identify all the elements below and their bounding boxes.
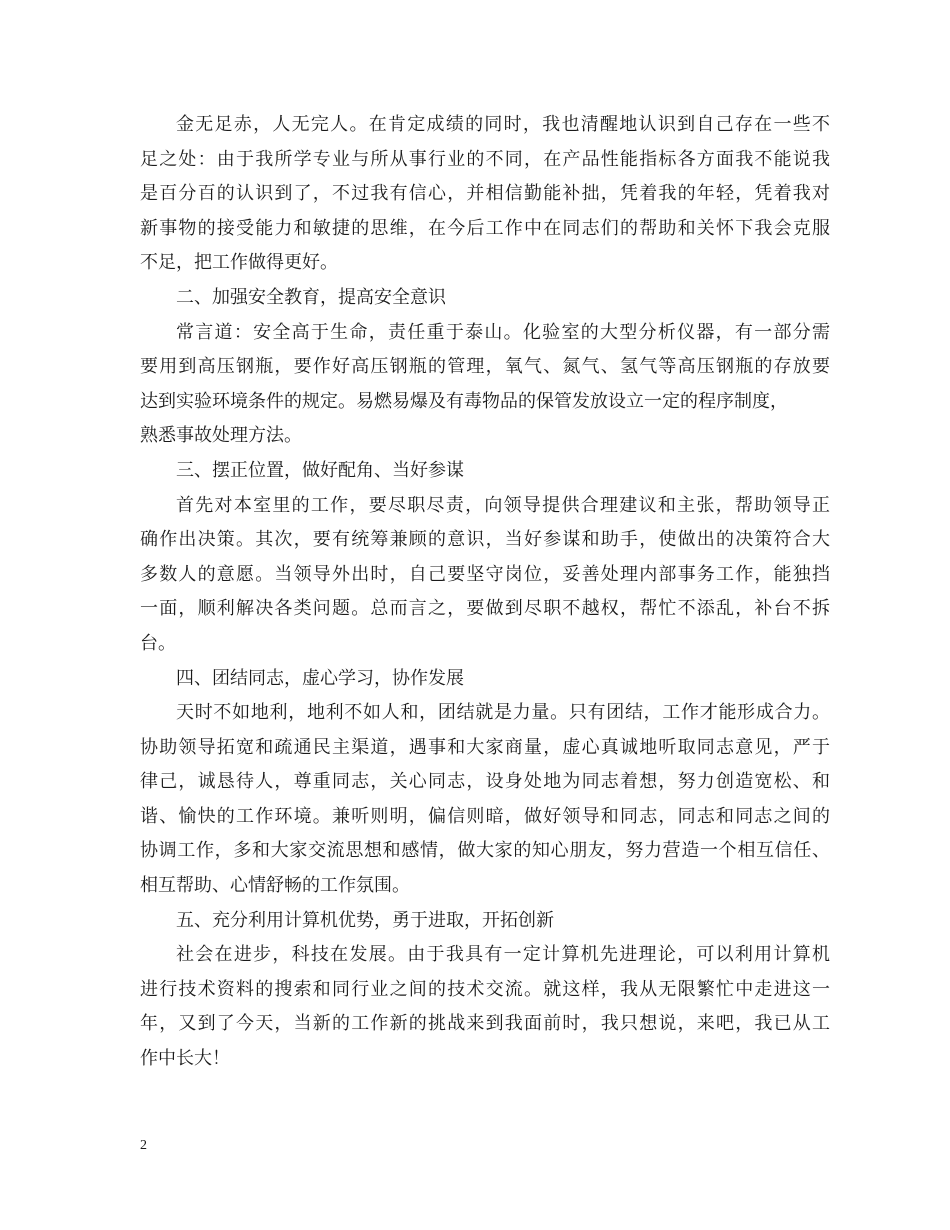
text-line: 五、充分利用计算机优势，勇于进取，开拓创新 bbox=[176, 909, 554, 931]
text-line: 多数人的意愿。当领导外出时，自己要坚守岗位，妥善处理内部事务工作，能独挡 bbox=[140, 563, 830, 585]
text-line: 三、摆正位置，做好配角、当好参谋 bbox=[176, 459, 464, 481]
text-line: 相互帮助、心情舒畅的工作氛围。 bbox=[140, 875, 410, 897]
text-line: 协助领导拓宽和疏通民主渠道，遇事和大家商量，虚心真诚地听取同志意见，严于 bbox=[140, 736, 830, 758]
text-line: 进行技术资料的搜索和同行业之间的技术交流。就这样，我从无限繁忙中走进这一 bbox=[140, 978, 830, 1000]
text-line: 四、团结同志，虚心学习，协作发展 bbox=[176, 667, 464, 689]
text-line: 不足，把工作做得更好。 bbox=[140, 252, 338, 274]
text-line: 一面，顺利解决各类问题。总而言之，要做到尽职不越权，帮忙不添乱，补台不拆 bbox=[140, 598, 830, 620]
text-line: 二、加强安全教育，提高安全意识 bbox=[176, 286, 446, 308]
text-line: 社会在进步，科技在发展。由于我具有一定计算机先进理论，可以利用计算机 bbox=[176, 944, 830, 966]
text-line: 是百分百的认识到了，不过我有信心，并相信勤能补拙，凭着我的年轻，凭着我对 bbox=[140, 183, 830, 205]
page-number: 2 bbox=[140, 1138, 147, 1153]
text-line: 协调工作，多和大家交流思想和感情，做大家的知心朋友，努力营造一个相互信任、 bbox=[140, 840, 830, 862]
text-line: 达到实验环境条件的规定。易燃易爆及有毒物品的保管发放设立一定的程序制度， bbox=[140, 390, 788, 412]
document-body bbox=[140, 108, 830, 1077]
paragraph-lines bbox=[140, 108, 830, 1077]
text-line: 作中长大！ bbox=[140, 1048, 230, 1070]
text-line: 谐、愉快的工作环境。兼听则明，偏信则暗，做好领导和同志，同志和同志之间的 bbox=[140, 805, 830, 827]
text-line: 天时不如地利，地利不如人和，团结就是力量。只有团结，工作才能形成合力。 bbox=[176, 702, 830, 724]
text-line: 金无足赤，人无完人。在肯定成绩的同时，我也清醒地认识到自己存在一些不 bbox=[176, 114, 830, 135]
text-line: 律己，诚恳待人，尊重同志，关心同志，设身处地为同志着想，努力创造宽松、和 bbox=[140, 771, 830, 793]
text-line: 熟悉事故处理方法。 bbox=[140, 425, 302, 447]
text-line: 足之处：由于我所学专业与所从事行业的不同，在产品性能指标各方面我不能说我 bbox=[140, 148, 830, 170]
text-line: 新事物的接受能力和敏捷的思维，在今后工作中在同志们的帮助和关怀下我会克服 bbox=[140, 217, 830, 239]
text-line: 台。 bbox=[140, 632, 176, 654]
text-line: 首先对本室里的工作，要尽职尽责，向领导提供合理建议和主张，帮助领导正 bbox=[176, 494, 830, 516]
text-line: 常言道：安全高于生命，责任重于泰山。化验室的大型分析仪器，有一部分需 bbox=[176, 321, 830, 343]
text-line: 年，又到了今天，当新的工作新的挑战来到我面前时，我只想说，来吧，我已从工 bbox=[140, 1013, 830, 1035]
text-line: 要用到高压钢瓶，要作好高压钢瓶的管理，氧气、氮气、氢气等高压钢瓶的存放要 bbox=[140, 356, 830, 378]
text-line: 确作出决策。其次，要有统筹兼顾的意识，当好参谋和助手，使做出的决策符合大 bbox=[140, 529, 830, 551]
